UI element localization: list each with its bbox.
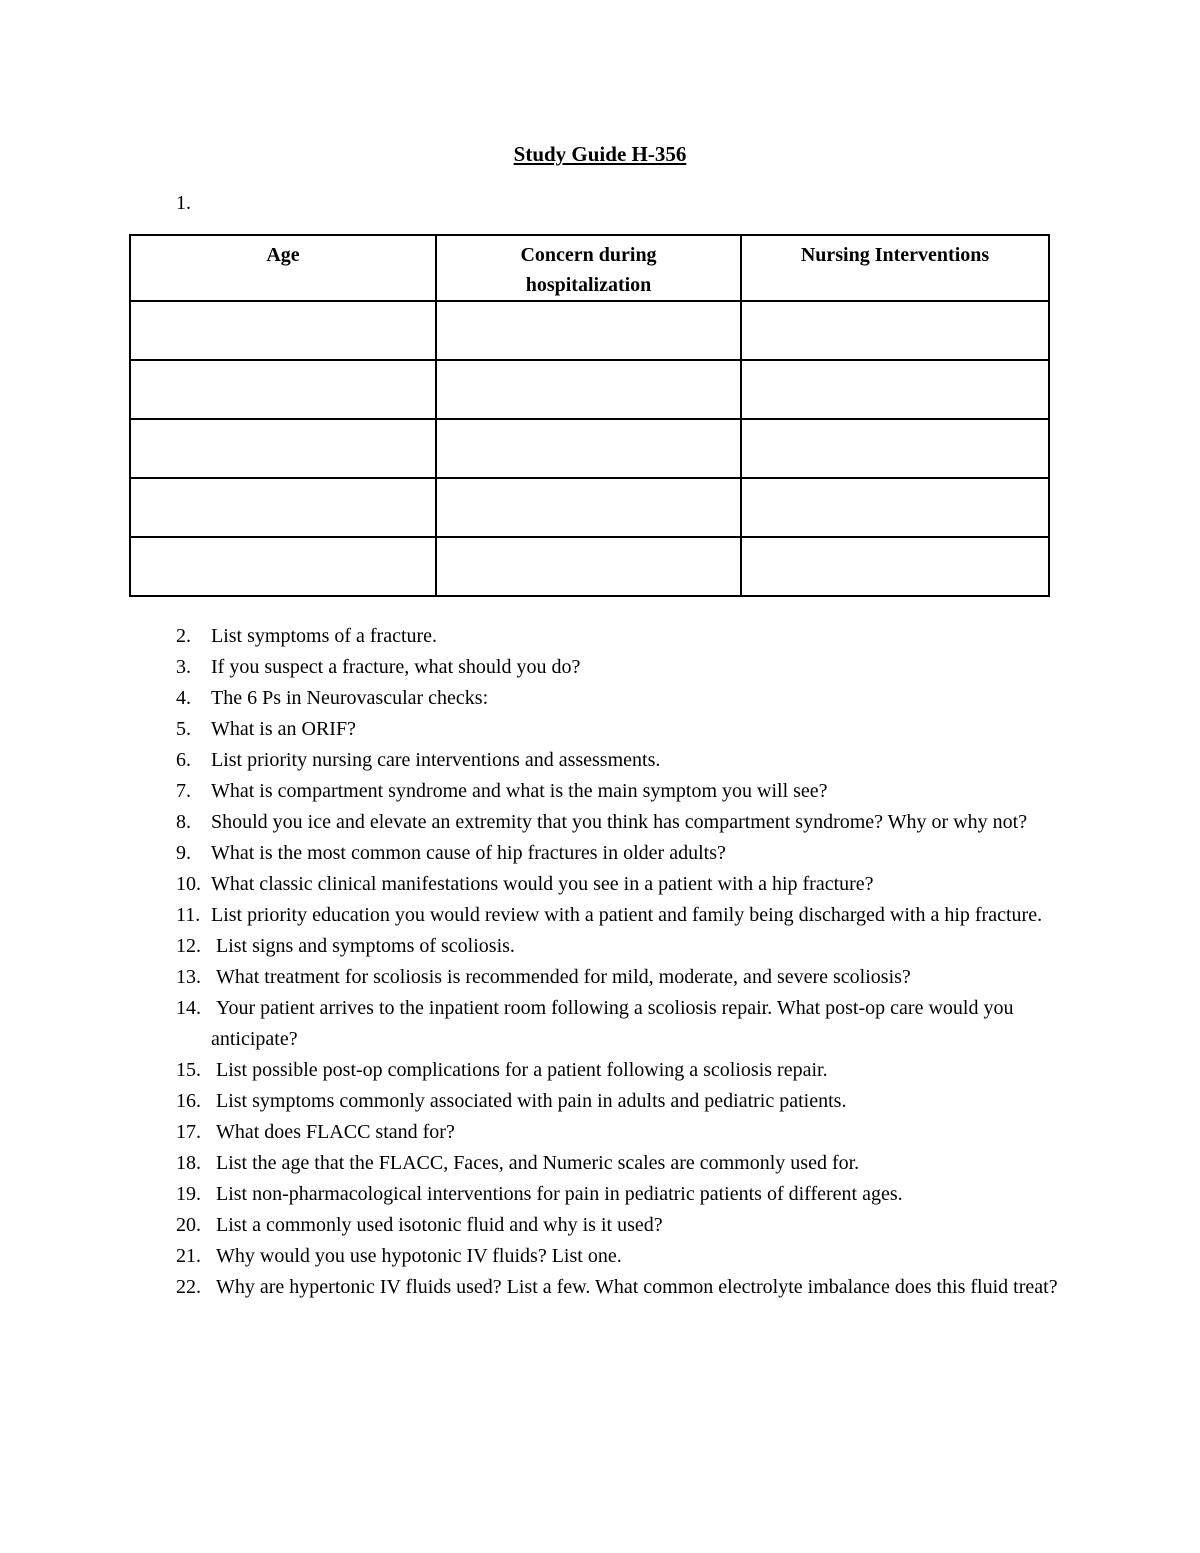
item-number-1: 1.: [176, 192, 191, 214]
question-text: List priority nursing care interventions and assessments.: [211, 749, 661, 771]
question-text: What does FLACC stand for?: [211, 1121, 455, 1143]
question-text: List symptoms of a fracture.: [211, 625, 438, 647]
table-header-row: [130, 235, 1049, 301]
table-row: [130, 360, 1049, 419]
question-number: 6.: [176, 749, 191, 771]
question-text: The 6 Ps in Neurovascular checks:: [211, 687, 489, 709]
table-row: [130, 478, 1049, 537]
question-text: Should you ice and elevate an extremity that you think has compartment syndrome? Why or why not?: [211, 811, 1028, 833]
table-cell: [741, 478, 1049, 537]
question-item: [170, 1148, 1070, 1179]
table-cell: [130, 537, 436, 596]
question-number: 17.: [176, 1121, 201, 1143]
question-text: What classic clinical manifestations would you see in a patient with a hip fracture?: [211, 873, 874, 895]
question-number: 14.: [176, 997, 201, 1019]
table-cell: [130, 419, 436, 478]
question-item: [170, 1179, 1070, 1210]
question-text: What is an ORIF?: [211, 718, 356, 740]
question-item: [170, 1241, 1070, 1272]
age-concerns-table: [129, 234, 1050, 597]
page-title-text: Study Guide H-356: [513, 142, 687, 166]
question-item: [170, 745, 1070, 776]
question-item: [170, 807, 1070, 838]
question-item: [170, 993, 1070, 1055]
table-row: [130, 419, 1049, 478]
question-number: 21.: [176, 1245, 201, 1267]
table-cell: [741, 301, 1049, 360]
table-cell: [741, 537, 1049, 596]
table-cell: [130, 360, 436, 419]
question-item: [170, 683, 1070, 714]
question-number: 9.: [176, 842, 191, 864]
question-number: 7.: [176, 780, 191, 802]
question-text: What treatment for scoliosis is recommended for mild, moderate, and severe scoliosis?: [211, 966, 911, 988]
question-list: [170, 621, 1070, 1303]
table-cell: [436, 419, 741, 478]
column-header-age: Age: [130, 235, 436, 301]
question-item: [170, 621, 1070, 652]
question-number: 8.: [176, 811, 191, 833]
question-number: 22.: [176, 1276, 201, 1298]
question-text: List signs and symptoms of scoliosis.: [211, 935, 515, 957]
question-number: 10.: [176, 873, 201, 895]
question-text: List a commonly used isotonic fluid and why is it used?: [211, 1214, 663, 1236]
question-number: 5.: [176, 718, 191, 740]
question-number: 12.: [176, 935, 201, 957]
question-item: [170, 1272, 1070, 1303]
question-number: 4.: [176, 687, 191, 709]
table-cell: [130, 478, 436, 537]
column-header-interventions: Nursing Interventions: [741, 235, 1049, 301]
question-number: 15.: [176, 1059, 201, 1081]
table-cell: [436, 478, 741, 537]
table-body: [130, 301, 1049, 596]
question-text: Why would you use hypotonic IV fluids? List one.: [211, 1245, 622, 1267]
table-cell: [130, 301, 436, 360]
question-number: 13.: [176, 966, 201, 988]
page-title: [0, 142, 1200, 167]
question-number: 2.: [176, 625, 191, 647]
question-text: Why are hypertonic IV fluids used? List a few. What common electrolyte imbalance does this fluid treat?: [211, 1276, 1058, 1298]
question-item: [170, 776, 1070, 807]
table-cell: [741, 419, 1049, 478]
column-header-concern-text: Concern during hospitalization: [520, 244, 657, 296]
question-item: [170, 1210, 1070, 1241]
question-number: 19.: [176, 1183, 201, 1205]
question-text: What is the most common cause of hip fractures in older adults?: [211, 842, 726, 864]
question-text: List non-pharmacological interventions for pain in pediatric patients of different ages.: [211, 1183, 903, 1205]
question-item: [170, 714, 1070, 745]
question-item: [170, 931, 1070, 962]
question-text: If you suspect a fracture, what should you do?: [211, 656, 581, 678]
question-text: Your patient arrives to the inpatient room following a scoliosis repair. What post-op care would you anticipate?: [211, 997, 1019, 1050]
column-header-concern: [436, 235, 741, 301]
question-number: 3.: [176, 656, 191, 678]
table-cell: [436, 537, 741, 596]
question-text: List the age that the FLACC, Faces, and Numeric scales are commonly used for.: [211, 1152, 860, 1174]
table-cell: [741, 360, 1049, 419]
question-text: List priority education you would review with a patient and family being discharged with a hip fracture.: [211, 904, 1043, 926]
question-number: 16.: [176, 1090, 201, 1112]
question-item: [170, 1086, 1070, 1117]
question-text: What is compartment syndrome and what is the main symptom you will see?: [211, 780, 828, 802]
table-cell: [436, 301, 741, 360]
question-item: [170, 1117, 1070, 1148]
question-item: [170, 838, 1070, 869]
question-item: [170, 652, 1070, 683]
table-cell: [436, 360, 741, 419]
table-row: [130, 537, 1049, 596]
question-text: List possible post-op complications for a patient following a scoliosis repair.: [211, 1059, 828, 1081]
question-item: [170, 869, 1070, 900]
question-number: 18.: [176, 1152, 201, 1174]
table-row: [130, 301, 1049, 360]
question-number: 20.: [176, 1214, 201, 1236]
question-number: 11.: [176, 904, 201, 926]
question-item: [170, 962, 1070, 993]
question-text: List symptoms commonly associated with pain in adults and pediatric patients.: [211, 1090, 847, 1112]
question-item: [170, 900, 1070, 931]
question-item: [170, 1055, 1070, 1086]
